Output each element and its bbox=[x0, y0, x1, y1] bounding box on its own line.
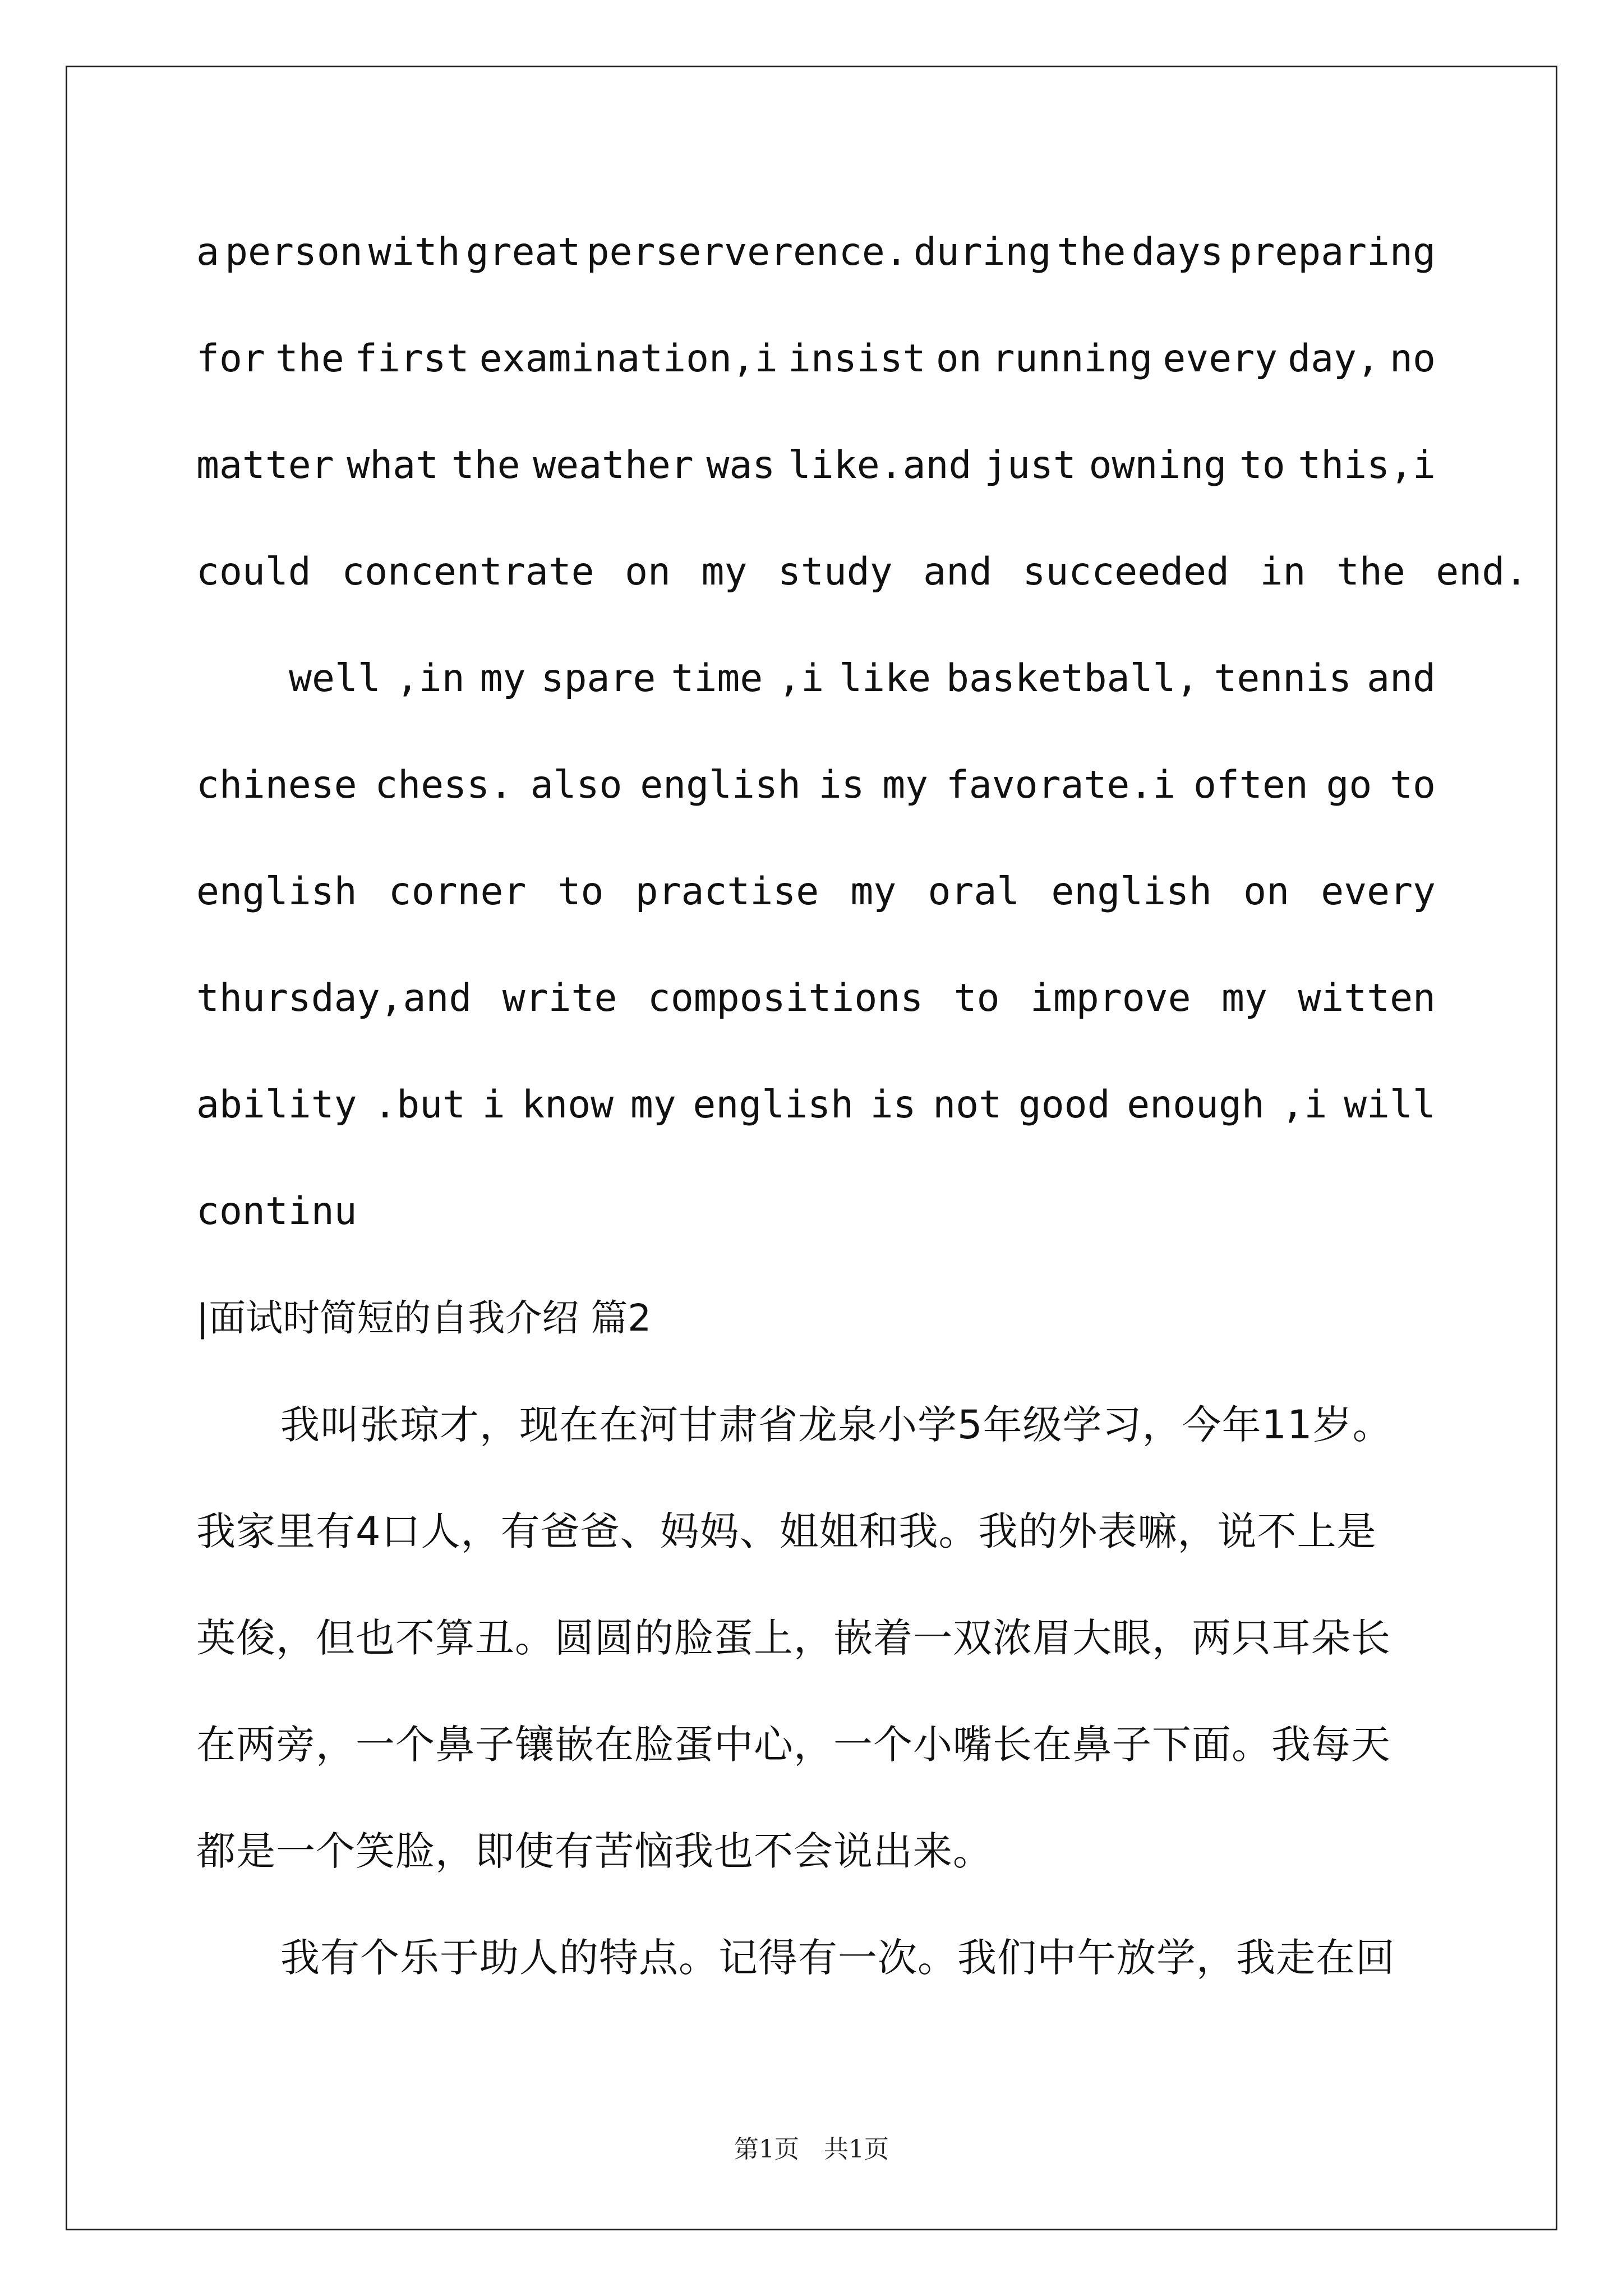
text-line bbox=[196, 1071, 1436, 1178]
word: not bbox=[933, 1083, 1002, 1127]
word: english bbox=[693, 1083, 854, 1127]
word: running bbox=[992, 337, 1153, 381]
text-line: 我家里有4口人，有爸爸、妈妈、姐姐和我。我的外表嘛，说不上是 bbox=[196, 1508, 1377, 1554]
text-line: 我有个乐于助人的特点。记得有一次。我们中午放学，我走在回 bbox=[280, 1935, 1395, 1981]
word: know bbox=[522, 1083, 614, 1127]
word: corner bbox=[388, 869, 527, 914]
word: to bbox=[1239, 443, 1285, 487]
word: the bbox=[1057, 230, 1126, 274]
section-heading: |面试时简短的自我介绍 篇2 bbox=[196, 1296, 652, 1340]
word: also bbox=[530, 763, 623, 807]
word: preparing bbox=[1229, 230, 1436, 274]
word: ,i bbox=[778, 656, 824, 701]
word: favorate.i bbox=[946, 763, 1176, 807]
word: what bbox=[347, 443, 439, 487]
word: my bbox=[630, 1083, 676, 1127]
word: no bbox=[1390, 337, 1436, 381]
text-line: could concentrate on my study and succeeded in the end. bbox=[196, 550, 1528, 594]
document-body bbox=[196, 219, 1528, 2031]
word: basketball, bbox=[946, 656, 1199, 701]
word: perserverence. bbox=[586, 230, 908, 274]
word: my bbox=[850, 869, 897, 914]
word: like.and bbox=[787, 443, 972, 487]
word: time bbox=[671, 656, 763, 701]
word: english bbox=[196, 869, 357, 914]
word: during bbox=[913, 230, 1052, 274]
word: good bbox=[1018, 1083, 1110, 1127]
word: go bbox=[1326, 763, 1372, 807]
word: often bbox=[1193, 763, 1308, 807]
word: a bbox=[196, 230, 219, 274]
word: matter bbox=[196, 443, 334, 487]
text-line bbox=[196, 432, 1436, 539]
word: write bbox=[502, 976, 617, 1020]
word: english bbox=[640, 763, 801, 807]
word: enough bbox=[1127, 1083, 1265, 1127]
text-line bbox=[196, 752, 1436, 858]
text-line: 在两旁，一个鼻子镶嵌在脸蛋中心，一个小嘴长在鼻子下面。我每天 bbox=[196, 1722, 1391, 1768]
word: i bbox=[482, 1083, 505, 1127]
word: my bbox=[1221, 976, 1267, 1020]
text-line bbox=[196, 219, 1436, 325]
word: every bbox=[1321, 869, 1436, 914]
word: this,i bbox=[1298, 443, 1436, 487]
word: like bbox=[839, 656, 931, 701]
word: chinese bbox=[196, 763, 357, 807]
word: days bbox=[1131, 230, 1224, 274]
word: insist bbox=[787, 337, 926, 381]
word: improve bbox=[1030, 976, 1191, 1020]
word: just bbox=[984, 443, 1076, 487]
word: thursday,and bbox=[196, 976, 472, 1020]
word: examination,i bbox=[479, 337, 778, 381]
text-line: 英俊，但也不算丑。圆圆的脸蛋上，嵌着一双浓眉大眼，两只耳朵长 bbox=[196, 1615, 1391, 1661]
text-line: 都是一个笑脸，即使有苦恼我也不会说出来。 bbox=[196, 1828, 993, 1874]
word: on bbox=[1243, 869, 1290, 914]
word: for bbox=[196, 337, 265, 381]
word: great bbox=[465, 230, 581, 274]
word: oral bbox=[928, 869, 1020, 914]
word: on bbox=[935, 337, 982, 381]
word: to bbox=[1390, 763, 1436, 807]
word: and bbox=[1367, 656, 1436, 701]
word: to bbox=[953, 976, 1000, 1020]
word: my bbox=[479, 656, 526, 701]
word: day, bbox=[1288, 337, 1380, 381]
word: witten bbox=[1298, 976, 1436, 1020]
word: ,i bbox=[1281, 1083, 1327, 1127]
page-footer: 第1页 共1页 bbox=[734, 2135, 889, 2164]
word: spare bbox=[541, 656, 656, 701]
word: is bbox=[870, 1083, 916, 1127]
word: english bbox=[1051, 869, 1212, 914]
word: person bbox=[225, 230, 363, 274]
word: to bbox=[557, 869, 604, 914]
word: with bbox=[368, 230, 460, 274]
word: every bbox=[1163, 337, 1278, 381]
text-line: continu bbox=[196, 1189, 357, 1234]
word: will bbox=[1344, 1083, 1436, 1127]
word: is bbox=[818, 763, 865, 807]
word: chess. bbox=[375, 763, 513, 807]
word: tennis bbox=[1214, 656, 1352, 701]
word: the bbox=[451, 443, 520, 487]
word: compositions bbox=[647, 976, 924, 1020]
word: was bbox=[706, 443, 776, 487]
word: .but bbox=[374, 1083, 466, 1127]
word: owning bbox=[1089, 443, 1227, 487]
word: well bbox=[289, 656, 381, 701]
word: practise bbox=[635, 869, 819, 914]
text-line bbox=[196, 858, 1436, 965]
word: ability bbox=[196, 1083, 357, 1127]
word: first bbox=[354, 337, 469, 381]
text-line: 我叫张琼才，现在在河甘肃省龙泉小学5年级学习，今年11岁。 bbox=[280, 1402, 1393, 1448]
word: my bbox=[882, 763, 929, 807]
text-line bbox=[196, 965, 1436, 1071]
word: the bbox=[275, 337, 344, 381]
word: weather bbox=[533, 443, 694, 487]
text-line bbox=[196, 645, 1436, 752]
text-line bbox=[196, 325, 1436, 432]
word: ,in bbox=[395, 656, 465, 701]
